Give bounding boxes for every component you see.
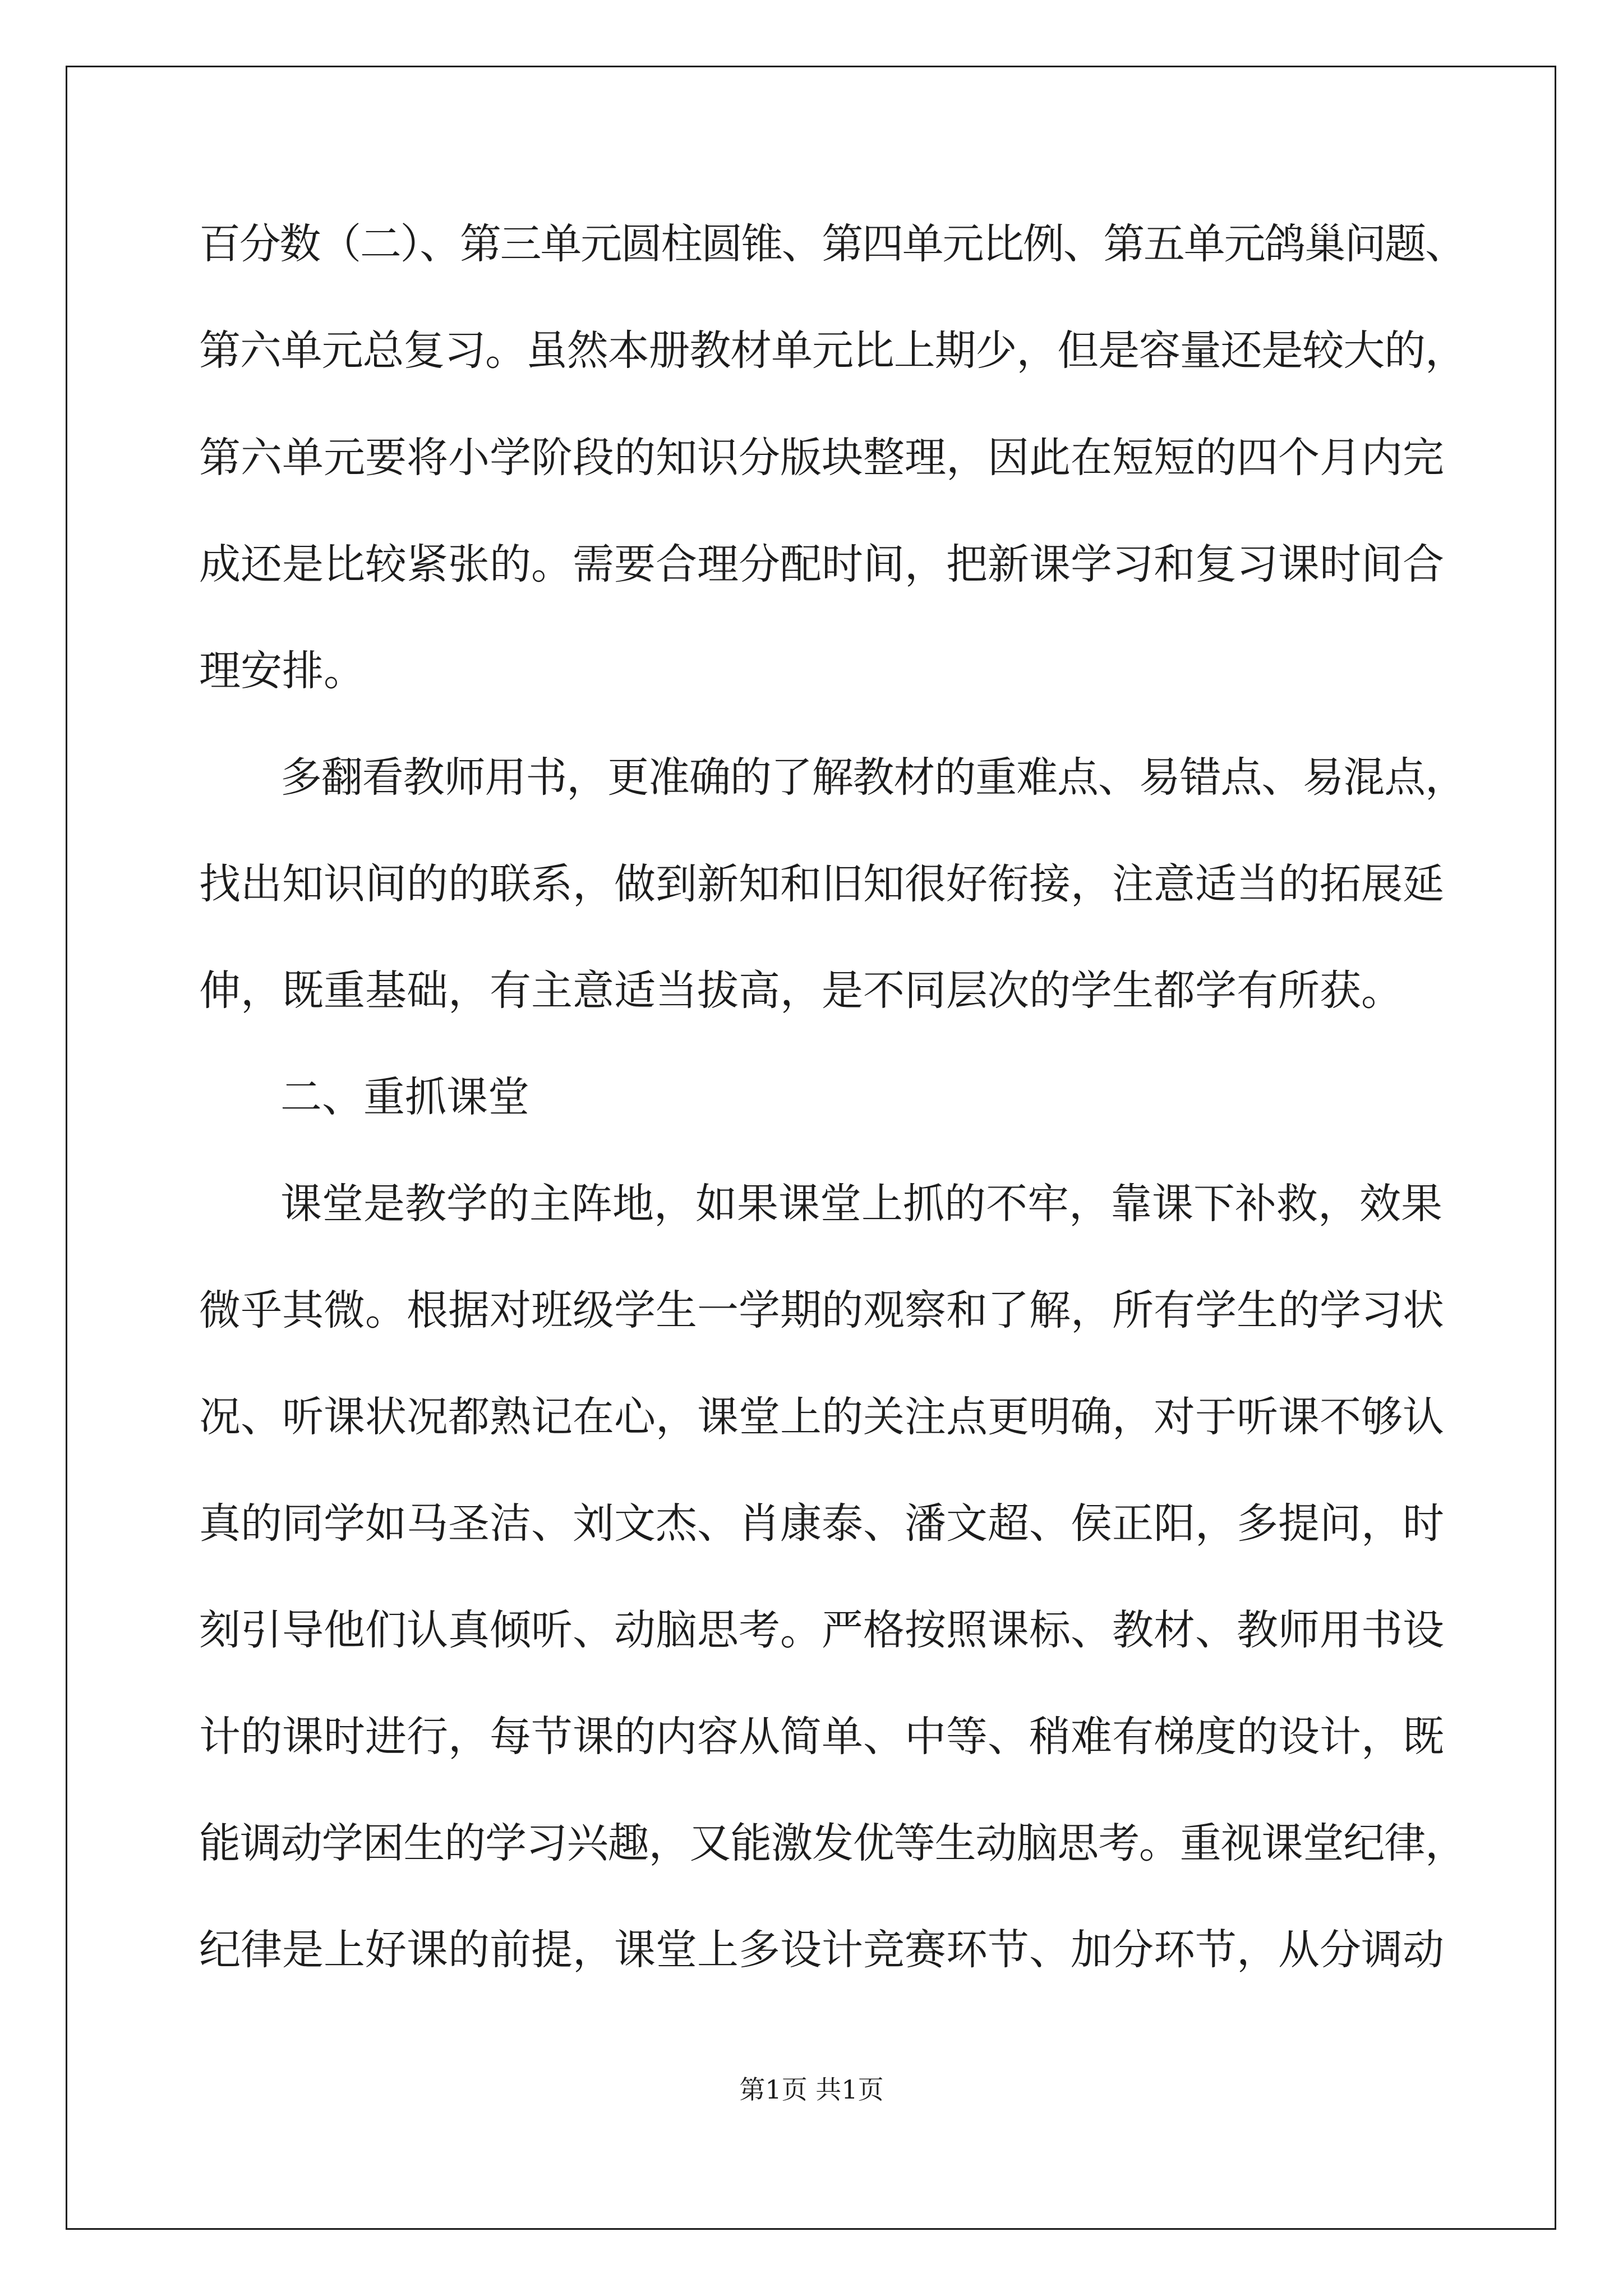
text-line: 况、听课状况都熟记在心，课堂上的关注点更明确，对于听课不够认: [199, 1393, 1444, 1441]
page-border: [66, 66, 1556, 2230]
text-line: 第六单元要将小学阶段的知识分版块整理，因此在短短的四个月内完: [199, 434, 1444, 482]
text-line: 找出知识间的的联系，做到新知和旧知很好衔接，注意适当的拓展延: [199, 860, 1444, 908]
text-line: 第六单元总复习。虽然本册教材单元比上期少，但是容量还是较大的，: [199, 326, 1466, 375]
paragraph-first-line: 课堂是教学的主阵地，如果课堂上抓的不牢，靠课下补救，效果: [280, 1180, 1442, 1228]
text-line: 纪律是上好课的前提，课堂上多设计竞赛环节、加分环节，从分调动: [199, 1926, 1444, 1974]
section-heading: 二、重抓课堂: [280, 1073, 529, 1121]
text-line: 能调动学困生的学习兴趣，又能激发优等生动脑思考。重视课堂纪律，: [199, 1819, 1466, 1867]
text-line: 计的课时进行，每节课的内容从简单、中等、稍难有梯度的设计，既: [199, 1713, 1444, 1761]
text-line: 理安排。: [199, 647, 365, 695]
paragraph-first-line: 多翻看教师用书，更准确的了解教材的重难点、易错点、易混点，: [280, 753, 1466, 802]
text-line: 刻引导他们认真倾听、动脑思考。严格按照课标、教材、教师用书设: [199, 1606, 1444, 1654]
text-line: 真的同学如马圣洁、刘文杰、肖康泰、潘文超、侯正阳，多提问，时: [199, 1499, 1444, 1548]
text-line: 百分数（二）、第三单元圆柱圆锥、第四单元比例、第五单元鸽巢问题、: [199, 220, 1465, 268]
page-number-footer: 第1页 共1页: [739, 2074, 884, 2105]
text-line: 成还是比较紧张的。需要合理分配时间，把新课学习和复习课时间合: [199, 540, 1444, 588]
text-line: 伸，既重基础，有主意适当拔高，是不同层次的学生都学有所获。: [199, 967, 1403, 1015]
text-line: 微乎其微。根据对班级学生一学期的观察和了解，所有学生的学习状: [199, 1286, 1444, 1335]
